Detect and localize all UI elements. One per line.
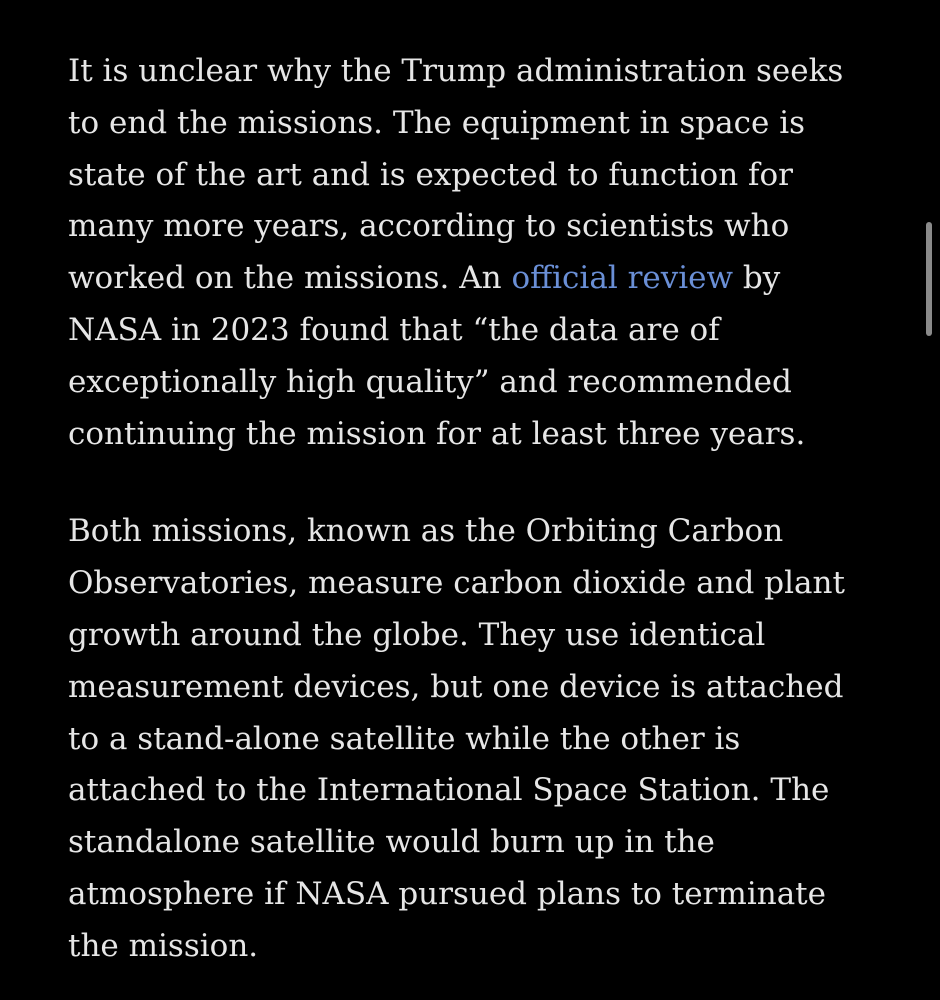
paragraph-mission-uncertainty [68, 46, 868, 460]
official-review-link[interactable]: official review [511, 260, 734, 297]
scrollbar-thumb[interactable] [926, 222, 932, 336]
paragraph-orbiting-carbon-observatories: Both missions, known as the Orbiting Carbon Observatories, measure carbon dioxide and plant growth around the globe. They use identical measurement devices, but one device is attached to a stand-alone satellite while the other is attached to the International Space Station. The standalone satellite would burn up in the atmosphere if NASA pursued plans to terminate the mission. [68, 513, 845, 964]
paragraph-1-text-before-link: It is unclear why the Trump administration seeks to end the missions. The equipment in space is state of the art and is expected to function for many more years, according to scientists who worked on the missions. An [68, 53, 844, 297]
paragraph-1-text-after-link: by NASA in 2023 found that “the data are of exceptionally high quality” and recommended continuing the mission for at least three years. [68, 260, 806, 452]
article-body [68, 46, 868, 973]
